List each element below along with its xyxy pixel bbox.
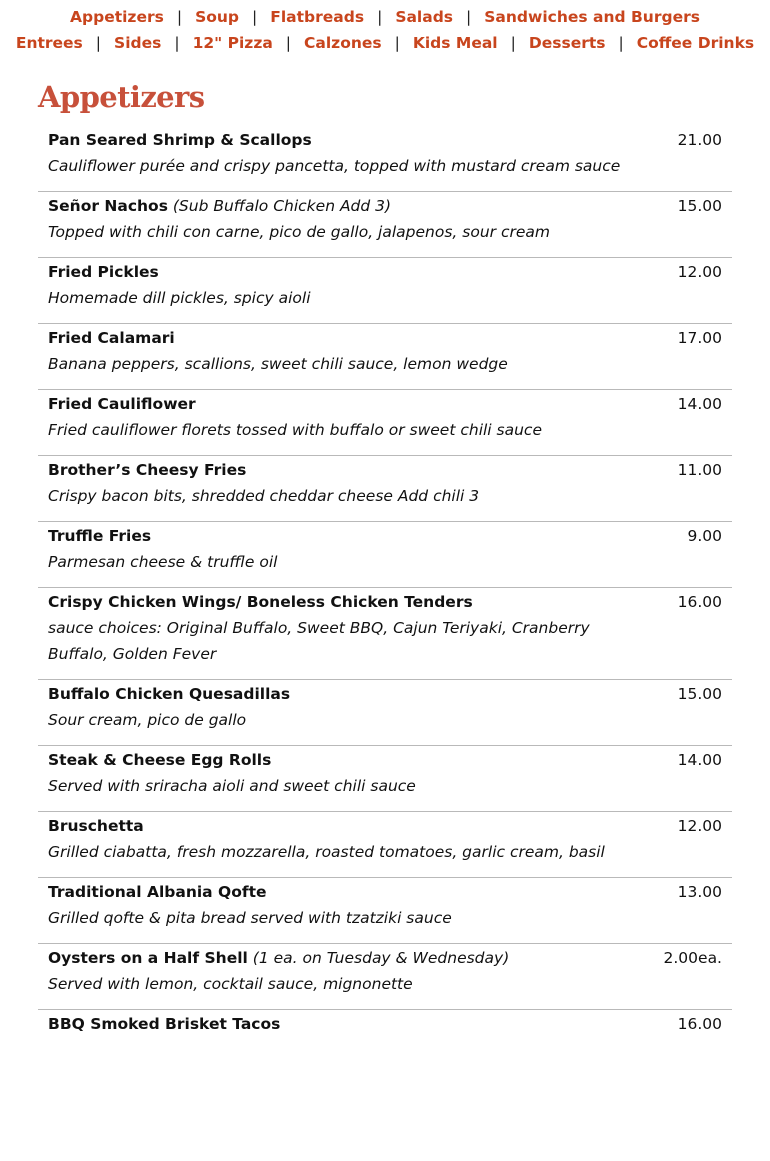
- nav-link-salads[interactable]: Salads: [395, 8, 454, 26]
- category-nav: [0, 0, 770, 56]
- menu-item: [38, 588, 732, 680]
- menu-item-name: Pan Seared Shrimp & Scallops: [48, 131, 312, 149]
- menu-item-description: Grilled ciabatta, fresh mozzarella, roasted tomatoes, garlic cream, basil: [48, 843, 605, 861]
- menu-item-note: (Sub Buffalo Chicken Add 3): [172, 197, 392, 215]
- menu-item-name: Traditional Albania Qofte: [48, 883, 267, 901]
- menu-item-heading: [48, 391, 642, 417]
- menu-item-price: 13.00: [677, 883, 722, 901]
- nav-separator: |: [252, 8, 258, 26]
- menu-item-note: (1 ea. on Tuesday & Wednesday): [252, 949, 510, 967]
- menu-item-price: 15.00: [677, 197, 722, 215]
- menu-item: [38, 812, 732, 878]
- menu-item-price: 15.00: [677, 685, 722, 703]
- menu-item: [38, 1010, 732, 1049]
- menu-item-price: 14.00: [677, 395, 722, 413]
- menu-item-heading: [48, 681, 642, 707]
- nav-separator: |: [510, 34, 516, 52]
- menu-item-list: [38, 126, 732, 1049]
- menu-item-name: Bruschetta: [48, 817, 144, 835]
- category-nav-row-2: [0, 30, 770, 56]
- menu-item-description: Served with lemon, cocktail sauce, mignonette: [48, 975, 413, 993]
- nav-separator: |: [618, 34, 624, 52]
- menu-item: [38, 390, 732, 456]
- menu-item-price: 9.00: [687, 527, 722, 545]
- menu-item-heading: [48, 589, 642, 615]
- menu-item-description: Parmesan cheese & truffle oil: [48, 553, 278, 571]
- nav-link-coffee-drinks[interactable]: Coffee Drinks: [636, 34, 755, 52]
- menu-item-description: Topped with chili con carne, pico de gallo, jalapenos, sour cream: [48, 223, 550, 241]
- menu-item: [38, 192, 732, 258]
- nav-link-appetizers[interactable]: Appetizers: [70, 8, 164, 26]
- menu-item-heading: [48, 457, 642, 483]
- menu-item: [38, 680, 732, 746]
- nav-separator: |: [394, 34, 400, 52]
- menu-item-price: 11.00: [677, 461, 722, 479]
- menu-item-description: Crispy bacon bits, shredded cheddar cheese Add chili 3: [48, 487, 480, 505]
- nav-separator: |: [174, 34, 180, 52]
- menu-item-description: Fried cauliflower florets tossed with buffalo or sweet chili sauce: [48, 421, 542, 439]
- menu-item-price: 12.00: [677, 263, 722, 281]
- nav-separator: |: [285, 34, 292, 52]
- menu-item-heading: [48, 127, 642, 153]
- menu-item: [38, 324, 732, 390]
- menu-item-description: Cauliflower purée and crispy pancetta, topped with mustard cream sauce: [48, 157, 621, 175]
- nav-separator: |: [176, 8, 183, 26]
- menu-item-heading: [48, 259, 642, 285]
- menu-item-price: 16.00: [677, 593, 722, 611]
- menu-item: [38, 126, 732, 192]
- menu-item-description: Served with sriracha aioli and sweet chili sauce: [48, 777, 416, 795]
- menu-item-name: Crispy Chicken Wings/ Boneless Chicken Tenders: [48, 593, 473, 611]
- menu-item-heading: [48, 523, 642, 549]
- nav-separator: |: [377, 8, 383, 26]
- menu-item-price: 21.00: [677, 131, 722, 149]
- menu-item: [38, 746, 732, 812]
- menu-item-name: Fried Cauliflower: [48, 395, 196, 413]
- menu-item-price: 16.00: [677, 1015, 722, 1033]
- menu-item-price: 2.00ea.: [663, 949, 722, 967]
- menu-item-name: Buffalo Chicken Quesadillas: [48, 685, 291, 703]
- menu-item-heading: [48, 325, 642, 351]
- menu-item-name: Truffle Fries: [48, 527, 152, 545]
- menu-item-heading: [48, 945, 642, 971]
- menu-item-name: Oysters on a Half Shell: [48, 949, 248, 967]
- menu-item-price: 14.00: [677, 751, 722, 769]
- menu-item-price: 12.00: [677, 817, 722, 835]
- menu-item-heading: [48, 879, 642, 905]
- section-title: Appetizers: [38, 80, 205, 114]
- menu-item: [38, 456, 732, 522]
- nav-link-flatbreads[interactable]: Flatbreads: [270, 8, 365, 26]
- nav-link-kids-meal[interactable]: Kids Meal: [412, 34, 498, 52]
- menu-item-description: Grilled qofte & pita bread served with tzatziki sauce: [48, 909, 452, 927]
- nav-link-calzones[interactable]: Calzones: [304, 34, 382, 52]
- nav-link-soup[interactable]: Soup: [195, 8, 240, 26]
- menu-item-description: sauce choices: Original Buffalo, Sweet BBQ, Cajun Teriyaki, Cranberry Buffalo, Golden Fever: [48, 619, 590, 663]
- menu-item-name: Fried Calamari: [48, 329, 175, 347]
- nav-separator: |: [95, 34, 102, 52]
- menu-item-description: Sour cream, pico de gallo: [48, 711, 247, 729]
- menu-item-name: Señor Nachos: [48, 197, 168, 215]
- menu-item: [38, 944, 732, 1010]
- nav-separator: |: [466, 8, 472, 26]
- nav-link-sandwiches-and-burgers[interactable]: Sandwiches and Burgers: [484, 8, 700, 26]
- menu-item-heading: [48, 193, 642, 219]
- menu-item-heading: [48, 1011, 642, 1037]
- category-nav-row-1: [0, 4, 770, 30]
- menu-item-name: Brother’s Cheesy Fries: [48, 461, 247, 479]
- menu-item: [38, 878, 732, 944]
- menu-item-name: Steak & Cheese Egg Rolls: [48, 751, 272, 769]
- nav-link-entrees[interactable]: Entrees: [15, 34, 83, 52]
- nav-link-12-pizza[interactable]: 12" Pizza: [192, 34, 273, 52]
- menu-item-name: Fried Pickles: [48, 263, 159, 281]
- nav-link-sides[interactable]: Sides: [114, 34, 162, 52]
- menu-item-heading: [48, 747, 642, 773]
- menu-item-price: 17.00: [677, 329, 722, 347]
- menu-item-description: Homemade dill pickles, spicy aioli: [48, 289, 311, 307]
- menu-item-heading: [48, 813, 642, 839]
- nav-link-desserts[interactable]: Desserts: [528, 34, 606, 52]
- menu-item-description: Banana peppers, scallions, sweet chili sauce, lemon wedge: [48, 355, 508, 373]
- menu-item: [38, 258, 732, 324]
- menu-item-name: BBQ Smoked Brisket Tacos: [48, 1015, 281, 1033]
- menu-item: [38, 522, 732, 588]
